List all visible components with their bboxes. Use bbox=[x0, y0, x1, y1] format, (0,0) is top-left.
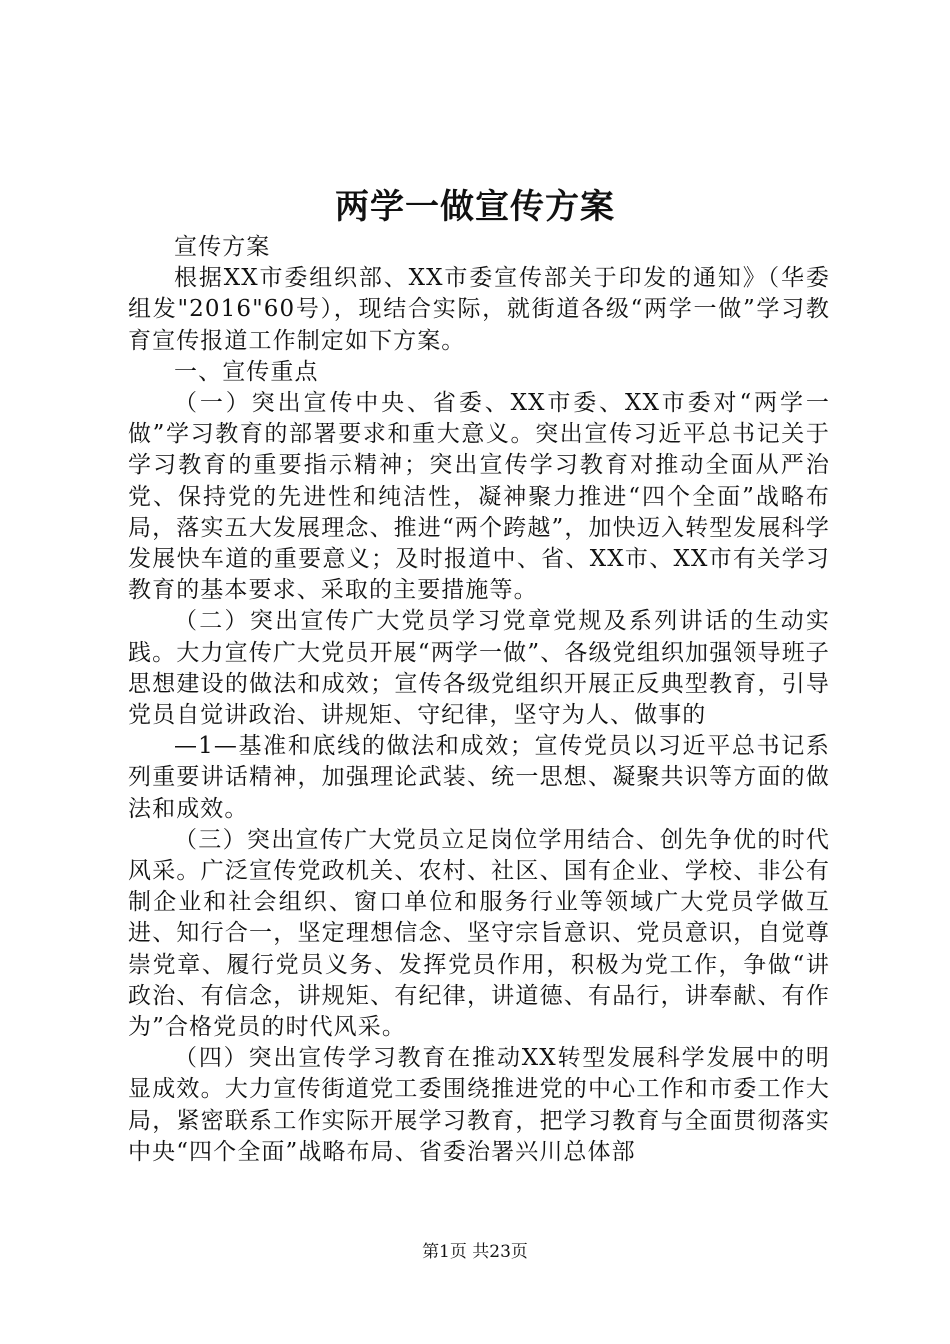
paragraph-heading-plan: 宣传方案 bbox=[174, 234, 271, 260]
page-footer: 第1页 共23页 bbox=[422, 1242, 528, 1262]
document-body bbox=[128, 232, 830, 1168]
paragraph-item-4: （四）突出宣传学习教育在推动XX转型发展科学发展中的明显成效。大力宣传街道党工委围绕推进党的中心工作和市委工作大局，紧密联系工作实际开展学习教育，把学习教育与全面贯彻落实中央“四个全面”战略布局、省委治署兴川总体部 bbox=[128, 1045, 830, 1165]
document-title: 两学一做宣传方案 bbox=[335, 187, 615, 227]
paragraph-item-3: （三）突出宣传广大党员立足岗位学用结合、创先争优的时代风采。广泛宣传党政机关、农村、社区、国有企业、学校、非公有制企业和社会组织、窗口单位和服务行业等领域广大党员学做互进、知行合一，坚定理想信念、坚守宗旨意识、党员意识，自觉尊崇党章、履行党员义务、发挥党员作用，积极为党工作，争做“讲政治、有信念，讲规矩、有纪律，讲道德、有品行，讲奉献、有作为”合格党员的时代风采。 bbox=[128, 826, 830, 1041]
paragraph-item-2: （二）突出宣传广大党员学习党章党规及系列讲话的生动实践。大力宣传广大党员开展“两学一做”、各级党组织加强领导班子思想建设的做法和成效；宣传各级党组织开展正反典型教育，引导党员自觉讲政治、讲规矩、守纪律，坚守为人、做事的 bbox=[128, 608, 830, 729]
paragraph-item-1: （一）突出宣传中央、省委、XX市委、XX市委对“两学一做”学习教育的部署要求和重大意义。突出宣传习近平总书记关于学习教育的重要指示精神；突出宣传学习教育对推动全面从严治党、保持党的先进性和纯洁性，凝神聚力推进“四个全面”战略布局，落实五大发展理念、推进“两个跨越”，加快迈入转型发展科学发展快车道的重要意义；及时报道中、省、XX市、XX市有关学习教育的基本要求、采取的主要措施等。 bbox=[128, 390, 830, 604]
section-heading-1: 一、宣传重点 bbox=[174, 358, 319, 385]
paragraph-item-2-continued: —1—基准和底线的做法和成效；宣传党员以习近平总书记系列重要讲话精神，加强理论武装、统一思想、凝聚共识等方面的做法和成效。 bbox=[128, 733, 830, 822]
paragraph-intro: 根据XX市委组织部、XX市委宣传部关于印发的通知》（华委组发"2016"60号），现结合实际，就街道各级“两学一做”学习教育宣传报道工作制定如下方案。 bbox=[128, 265, 830, 354]
